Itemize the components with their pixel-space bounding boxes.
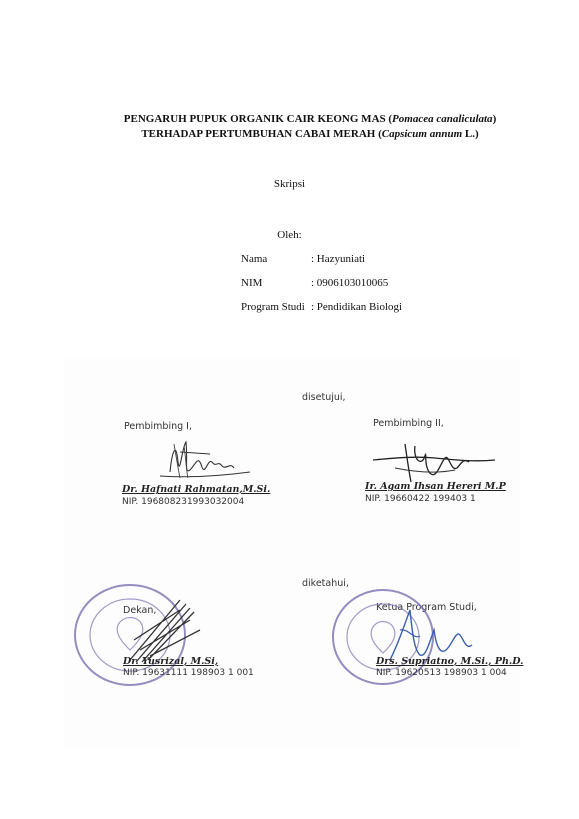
prodi-value: : Pendidikan Biologi <box>311 301 403 313</box>
dean-nip: NIP. 19631111 198903 1 001 <box>123 668 254 678</box>
title-line-1-part-b: ) <box>492 113 497 125</box>
prodi-label: Program Studi <box>241 301 305 313</box>
advisor1-name: Dr. Hafnati Rahmatan,M.Si. <box>122 484 271 495</box>
approved-label: disetujui, <box>302 392 346 403</box>
title-line-1 <box>60 112 560 127</box>
advisor1-label: Pembimbing I, <box>124 421 192 432</box>
title-line-2 <box>60 127 560 142</box>
title-line-1-part-a: PENGARUH PUPUK ORGANIK CAIR KEONG MAS ( <box>123 113 393 125</box>
name-label: Nama <box>241 253 268 265</box>
title-line-2-species: Capsicum annum <box>381 128 463 140</box>
name-value: : Hazyuniati <box>311 253 366 265</box>
head-name: Drs. Supriatno, M.Si., Ph.D. <box>376 656 524 667</box>
known-label: diketahui, <box>302 578 349 589</box>
advisor1-signature <box>150 432 270 487</box>
head-nip: NIP. 19620513 198903 1 004 <box>376 668 507 678</box>
advisor2-label: Pembimbing II, <box>373 418 444 429</box>
title-line-1-species: Pomacea canaliculata <box>392 113 493 125</box>
dean-name: Dr. Yusrizal, M.Si, <box>123 656 219 667</box>
thesis-title <box>60 112 560 142</box>
nim-value: : 0906103010065 <box>311 277 389 289</box>
by-label: Oleh: <box>277 229 302 241</box>
advisor2-nip: NIP. 19660422 199403 1 <box>365 494 476 504</box>
dean-label: Dekan, <box>123 605 157 616</box>
advisor2-name: Ir. Agam Ihsan Hereri M.P <box>365 481 506 492</box>
advisor1-nip: NIP. 196808231993032004 <box>122 497 245 507</box>
nim-label: NIM <box>241 277 263 289</box>
title-line-2-part-b: L.) <box>462 128 479 140</box>
document-type: Skripsi <box>273 178 306 190</box>
head-label: Ketua Program Studi, <box>376 602 477 613</box>
title-line-2-part-a: TERHADAP PERTUMBUHAN CABAI MERAH ( <box>141 128 382 140</box>
